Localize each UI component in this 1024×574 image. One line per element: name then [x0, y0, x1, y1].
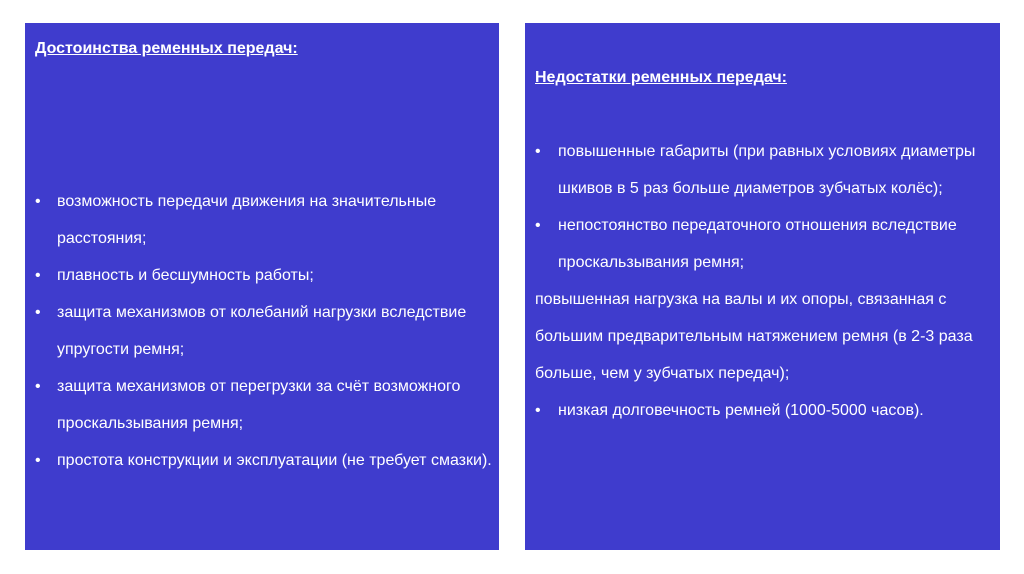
list-item — [25, 368, 499, 442]
bullet: • — [35, 193, 41, 210]
list-item-text: защита механизмов от колебаний нагрузки вследствие упругости ремня; — [57, 304, 467, 358]
list-item — [25, 294, 499, 368]
list-item — [525, 392, 1000, 429]
advantages-list — [25, 183, 499, 479]
list-item-text: простота конструкции и эксплуатации (не требует смазки). — [57, 452, 492, 469]
list-item-text: плавность и бесшумность работы; — [57, 267, 314, 284]
bullet: • — [35, 452, 41, 469]
list-item — [525, 281, 1000, 392]
bullet: • — [535, 402, 541, 419]
advantages-panel — [25, 23, 499, 550]
disadvantages-list — [525, 133, 1000, 429]
list-item-text: защита механизмов от перегрузки за счёт возможного проскальзывания ремня; — [57, 378, 461, 432]
list-item — [25, 183, 499, 257]
disadvantages-heading: Недостатки ременных передач: — [535, 69, 787, 86]
list-item-text: повышенные габариты (при равных условиях диаметры шкивов в 5 раз больше диаметров зубчатых колёс); — [558, 143, 976, 197]
list-item-text: повышенная нагрузка на валы и их опоры, связанная с большим предварительным натяжением ремня (в 2-3 раза больше, чем у зубчатых передач); — [535, 291, 973, 382]
disadvantages-panel — [525, 23, 1000, 550]
list-item-text: возможность передачи движения на значительные расстояния; — [57, 193, 437, 247]
list-item — [525, 133, 1000, 207]
list-item — [25, 442, 499, 479]
bullet: • — [535, 217, 541, 234]
bullet: • — [35, 304, 41, 321]
list-item-text: низкая долговечность ремней (1000-5000 часов). — [558, 402, 924, 419]
list-item — [25, 257, 499, 294]
advantages-heading: Достоинства ременных передач: — [35, 40, 298, 57]
bullet: • — [535, 143, 541, 160]
list-item — [525, 207, 1000, 281]
list-item-text: непостоянство передаточного отношения вследствие проскальзывания ремня; — [558, 217, 957, 271]
bullet: • — [35, 267, 41, 284]
bullet: • — [35, 378, 41, 395]
